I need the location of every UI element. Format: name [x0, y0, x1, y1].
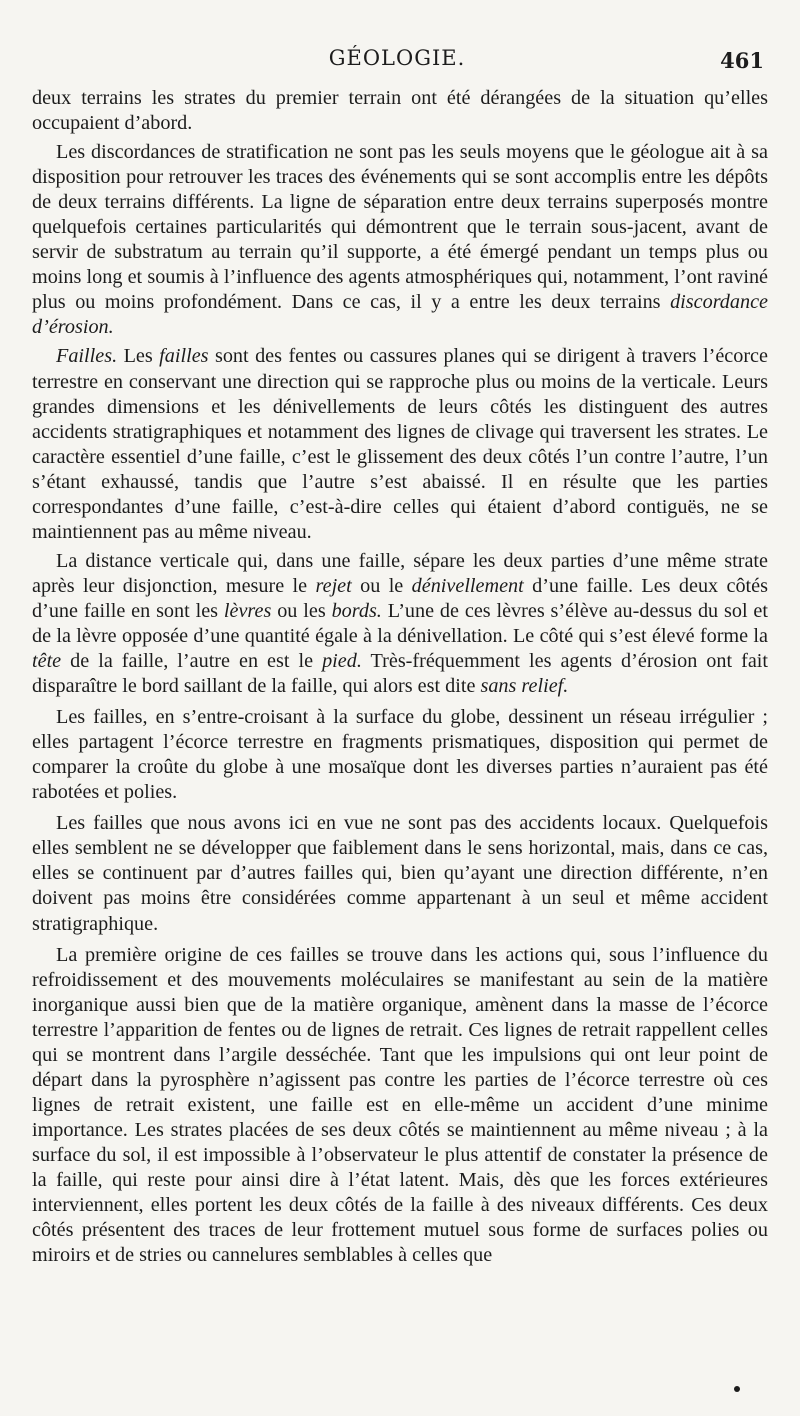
page-number: 461: [720, 48, 764, 73]
section-heading: Failles.: [56, 345, 118, 368]
paragraph: deux terrains les strates du premier terrain ont été dérangées de la situation qu’elles occupaient d’abord.: [32, 87, 768, 135]
page-title: GÉOLOGIE.: [328, 46, 466, 70]
paragraph: Les failles que nous avons ici en vue ne sont pas des accidents locaux. Quelquefois elles semblent ne se développer que faiblement dans le sens horizontal, mais, dans ce cas, elles se continuent par d’autres failles qui, bien qu’ayant une direction différente, n’en doivent pas moins être considérées comme appartenant à un seul et même accident stratigraphique.: [32, 812, 768, 935]
italic-term: rejet: [315, 574, 352, 597]
body-text: [32, 86, 768, 1272]
italic-term: dénivellement: [411, 574, 524, 597]
paragraph: Les failles, en s’entre-croisant à la surface du globe, dessinent un réseau irrégulier ; elles partagent l’écorce terrestre en fragments prismatiques, disposition qui permet de comparer la croûte du globe à une mosaïque dont les diverses parties n’auraient pas été rabotées et polies.: [32, 706, 768, 804]
paragraph: La distance verticale qui, dans une faille, sépare les deux parties d’une même strate après leur disjonction, mesure le rejet ou le dénivellement d’une faille. Les deux côtés d’une faille en sont les lèvres ou les bords. L’une de ces lèvres s’élève au-dessus du sol et de la lèvre opposée d’une quantité égale à la dénivellation. Le côté qui s’est élevé forme la tête de la faille, l’autre en est le pied. Très-fréquemment les agents d’érosion ont fait disparaître le bord saillant de la faille, qui alors est dite sans relief.: [32, 549, 768, 698]
italic-term: lèvres: [223, 599, 272, 622]
italic-term: failles: [159, 345, 209, 368]
running-header: [30, 46, 764, 76]
italic-term: discordance d’érosion.: [32, 291, 768, 339]
italic-term: tête: [32, 650, 62, 673]
paragraph: Failles. Les failles sont des fentes ou cassures planes qui se dirigent à travers l’écorce terrestre en conservant une direction qui se rapproche plus ou moins de la verticale. Leurs grandes dimensions et les dénivellements de leurs côtés les distinguent des autres accidents stratigraphiques et notamment des lignes de clivage qui traversent les strates. Le caractère essentiel d’une faille, c’est le glissement des deux côtés l’un contre l’autre, l’un s’étant exhaussé, tandis que l’autre s’est abaissé. Il en résulte que les parties correspondantes d’une faille, c’est-à-dire celles qui étaient d’abord contiguës, ne se maintiennent pas au même niveau.: [32, 345, 768, 543]
paragraph: Les discordances de stratification ne sont pas les seuls moyens que le géologue ait à sa disposition pour retrouver les traces des événements qui se sont accomplis entre les dépôts de deux terrains différents. La ligne de séparation entre deux terrains superposés montre quelquefois certaines particularités qui démontrent que le terrain sous-jacent, avant de servir de substratum au terrain qu’il supporte, a été émergé pendant un temps plus ou moins long et soumis à l’influence des agents atmosphériques qui, notamment, l’ont raviné plus ou moins profondément. Dans ce cas, il y a entre les deux terrains discordance d’érosion.: [32, 141, 768, 339]
paragraph: La première origine de ces failles se trouve dans les actions qui, sous l’influence du refroidissement et des mouvements moléculaires se manifestant au sein de la matière inorganique aussi bien que de la matière organique, amènent dans la masse de l’écorce terrestre l’apparition de fentes ou de lignes de retrait. Ces lignes de retrait rappellent celles qui se montrent dans l’argile desséchée. Tant que les impulsions qui ont leur point de départ dans la pyrosphère n’agissent pas contre les parties de l’écorce terrestre où ces lignes de retrait existent, une faille est en elle-même un accident d’une minime importance. Les strates placées de ses deux côtés se maintiennent au même niveau ; à la surface du sol, il est impossible à l’observateur le plus attentif de constater la présence de la faille, qui reste pour ainsi dire à l’état latent. Mais, dès que les forces extérieures interviennent, elles portent les deux côtés de la faille à des niveaux différents. Ces deux côtés présentent des traces de leur frottement mutuel sous forme de surfaces polies ou miroirs et de stries ou cannelures semblables à celles que: [32, 943, 768, 1267]
italic-term: bords.: [331, 599, 382, 622]
italic-term: sans relief.: [480, 675, 569, 698]
ink-dot: [734, 1386, 740, 1392]
italic-term: pied.: [322, 650, 362, 673]
